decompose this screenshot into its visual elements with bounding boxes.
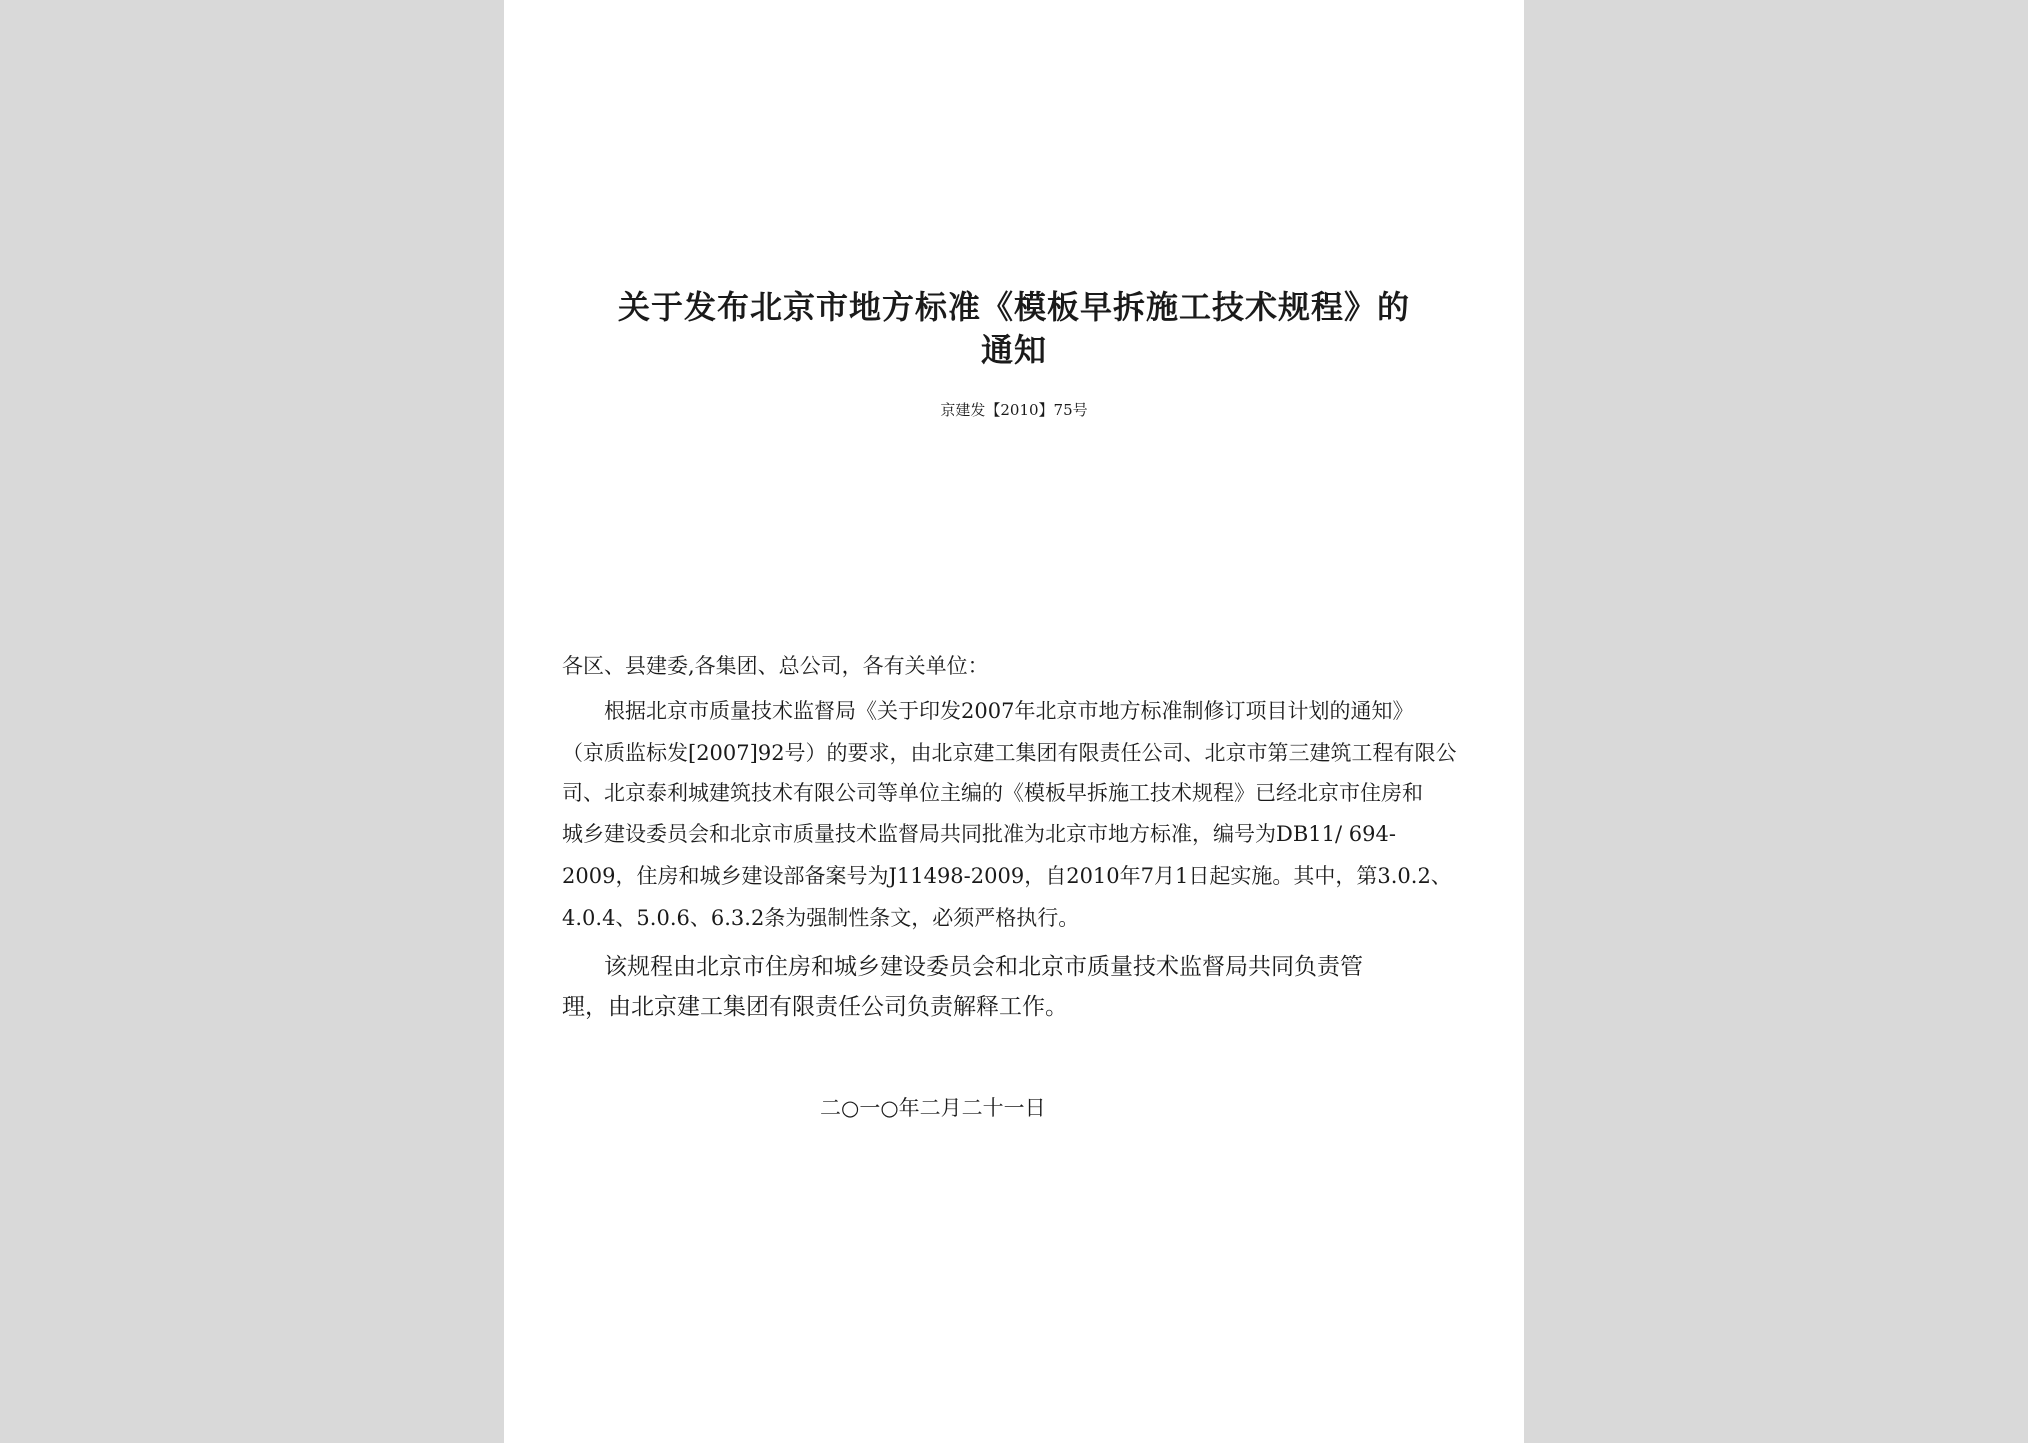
body-line: 该规程由北京市住房和城乡建设委员会和北京市质量技术监督局共同负责管 — [604, 954, 1363, 980]
document-title — [564, 286, 1464, 372]
title-line-2: 通知 — [980, 331, 1047, 369]
body-line: 城乡建设委员会和北京市质量技术监督局共同批准为北京市地方标准，编号为DB11/ 694- — [562, 822, 1396, 846]
body-line: 理，由北京建工集团有限责任公司负责解释工作。 — [562, 994, 1068, 1020]
document-number: 京建发【2010】75号 — [940, 401, 1088, 419]
body-line: 根据北京市质量技术监督局《关于印发2007年北京市地方标准制修订项目计划的通知》 — [604, 699, 1414, 723]
body-line: 2009，住房和城乡建设部备案号为J11498-2009，自2010年7月1日起实施。其中，第3.0.2、 — [562, 864, 1452, 888]
body-line: 4.0.4、5.0.6、6.3.2条为强制性条文，必须严格执行。 — [562, 906, 1080, 930]
title-line-1: 关于发布北京市地方标准《模板早拆施工技术规程》的 — [617, 288, 1410, 326]
document-page — [504, 0, 1524, 1443]
salutation: 各区、县建委,各集团、总公司，各有关单位： — [562, 654, 989, 678]
document-date: 二○一○年二月二十一日 — [820, 1096, 1046, 1120]
body-line: （京质监标发[2007]92号）的要求，由北京建工集团有限责任公司、北京市第三建筑工程有限公 — [562, 741, 1457, 765]
body-line: 司、北京泰利城建筑技术有限公司等单位主编的《模板早拆施工技术规程》已经北京市住房和 — [562, 781, 1423, 805]
